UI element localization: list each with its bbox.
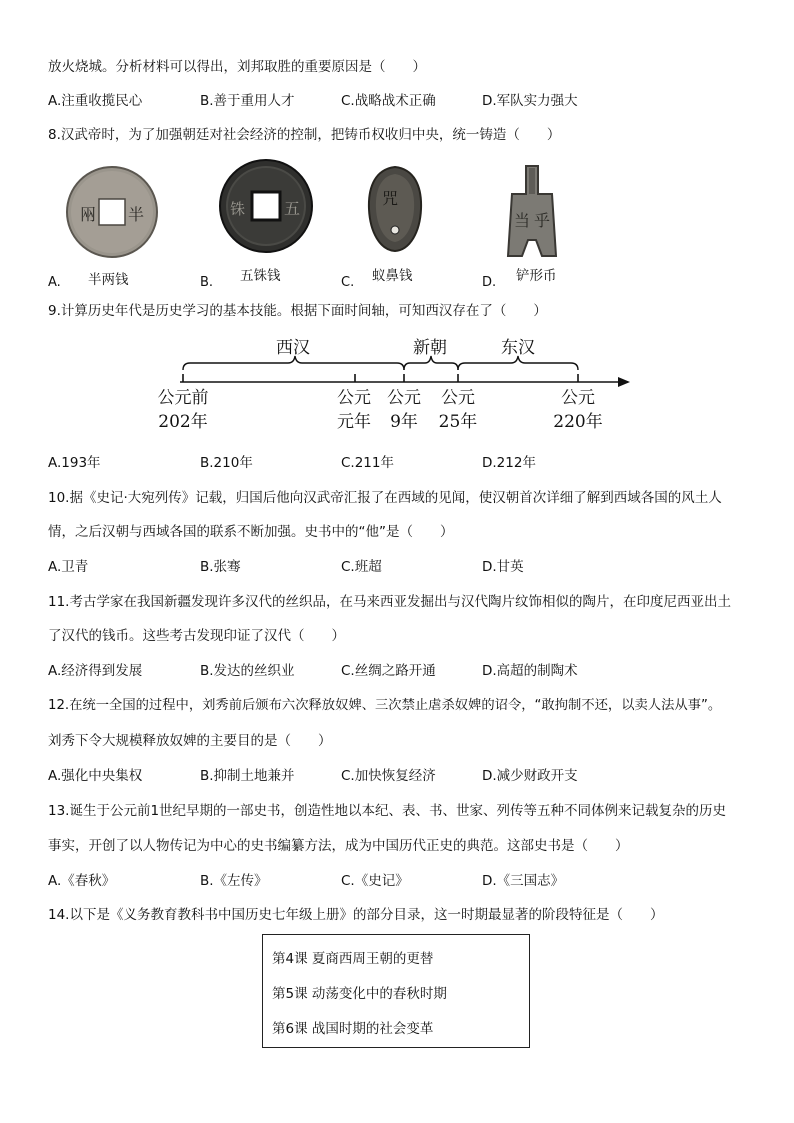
tick-label-bottom: 25年 [438, 412, 478, 432]
tick-label-top: 公元 [387, 388, 421, 408]
q7-option-d[interactable]: D.军队实力强大 [482, 93, 578, 109]
q8-option-c-caption: 蚁鼻钱 [372, 268, 413, 284]
q9-option-b[interactable]: B.210年 [200, 455, 253, 471]
q13-option-c[interactable]: C.《史记》 [341, 873, 409, 889]
tick-label-bottom: 元年 [337, 412, 371, 432]
textbook-contents-box [262, 934, 530, 1048]
q8-option-a-letter[interactable]: A. [48, 275, 61, 290]
q8-option-d-letter[interactable]: D. [482, 275, 497, 290]
q7-option-b[interactable]: B.善于重用人才 [200, 93, 295, 109]
q10-stem-line1: 10.据《史记·大宛列传》记载，归国后他向汉武帝汇报了在西域的见闻，使汉朝首次详细了解到西域各国的风土人 [48, 490, 722, 506]
banliang-coin-image[interactable] [64, 164, 160, 260]
svg-text:咒: 咒 [382, 189, 399, 208]
q13-stem-line1: 13.诞生于公元前1世纪早期的一部史书，创造性地以本纪、表、书、世家、列传等五种不同体例来记载复杂的历史 [48, 803, 727, 819]
tick-label-bottom: 220年 [553, 412, 603, 432]
q9-option-d[interactable]: D.212年 [482, 455, 536, 471]
q11-stem-line2: 了汉代的钱币。这些考古发现印证了汉代（ ） [48, 628, 345, 644]
q7-option-c[interactable]: C.战略战术正确 [341, 93, 436, 109]
q10-option-c[interactable]: C.班超 [341, 559, 382, 575]
q10-option-d[interactable]: D.甘英 [482, 559, 524, 575]
q12-option-c[interactable]: C.加快恢复经济 [341, 768, 436, 784]
svg-text:当: 当 [514, 211, 531, 230]
q10-option-b[interactable]: B.张骞 [200, 559, 241, 575]
q8-stem: 8.汉武帝时，为了加强朝廷对社会经济的控制，把铸币权收归中央，统一铸造（ ） [48, 127, 561, 143]
q12-option-a[interactable]: A.强化中央集权 [48, 768, 143, 784]
q14-stem: 14.以下是《义务教育教科书中国历史七年级上册》的部分目录，这一时期最显著的阶段特征是（ ） [48, 907, 664, 923]
period-xihan: 西汉 [276, 338, 310, 358]
period-donghan: 东汉 [501, 338, 535, 358]
tick-label-top: 公元前 [157, 388, 209, 408]
q13-option-d[interactable]: D.《三国志》 [482, 873, 565, 889]
tick-label-bottom: 9年 [390, 412, 418, 432]
svg-text:乎: 乎 [534, 211, 551, 230]
toc-lesson-5: 第5课 动荡变化中的春秋时期 [272, 986, 447, 1002]
q8-option-d-caption: 铲形币 [516, 268, 557, 284]
spade-coin-image[interactable] [504, 164, 560, 260]
svg-text:㒳: 㒳 [80, 205, 97, 224]
q11-option-d[interactable]: D.高超的制陶术 [482, 663, 578, 679]
q12-stem-line2: 刘秀下令大规模释放奴婢的主要目的是（ ） [48, 733, 332, 749]
tick-label-top: 公元 [337, 388, 371, 408]
tick-label-bottom: 202年 [158, 412, 208, 432]
q10-stem-line2: 情，之后汉朝与西域各国的联系不断加强。史书中的“他”是（ ） [48, 524, 454, 540]
q8-option-c-letter[interactable]: C. [341, 275, 355, 290]
q13-option-a[interactable]: A.《春秋》 [48, 873, 116, 889]
q9-option-a[interactable]: A.193年 [48, 455, 101, 471]
q11-option-c[interactable]: C.丝绸之路开通 [341, 663, 436, 679]
q7-option-a[interactable]: A.注重收揽民心 [48, 93, 143, 109]
toc-lesson-6: 第6课 战国时期的社会变革 [272, 1021, 434, 1037]
q11-option-a[interactable]: A.经济得到发展 [48, 663, 143, 679]
q9-stem: 9.计算历史年代是历史学习的基本技能。根据下面时间轴，可知西汉存在了（ ） [48, 303, 547, 319]
yibi-coin-image[interactable] [364, 164, 426, 254]
timeline-arrow-icon [618, 377, 630, 387]
q10-option-a[interactable]: A.卫青 [48, 559, 89, 575]
toc-lesson-4: 第4课 夏商西周王朝的更替 [272, 951, 434, 967]
tick-label-top: 公元 [561, 388, 595, 408]
q12-stem-line1: 12.在统一全国的过程中，刘秀前后颁布六次释放奴婢、三次禁止虐杀奴婢的诏令，“敢拘制不还，以卖人法从事”。 [48, 698, 722, 713]
q11-option-b[interactable]: B.发达的丝织业 [200, 663, 295, 679]
q12-option-d[interactable]: D.减少财政开支 [482, 768, 578, 784]
q11-stem-line1: 11.考古学家在我国新疆发现许多汉代的丝织品，在马来西亚发掘出与汉代陶片纹饰相似的陶片，在印度尼西亚出土 [48, 594, 731, 610]
q13-option-b[interactable]: B.《左传》 [200, 873, 268, 889]
q8-option-a-caption: 半两钱 [88, 272, 129, 288]
svg-text:半: 半 [128, 205, 145, 224]
q8-option-b-letter[interactable]: B. [200, 275, 214, 290]
svg-text:铢: 铢 [230, 200, 246, 218]
q8-option-b-caption: 五铢钱 [240, 268, 281, 284]
q9-option-c[interactable]: C.211年 [341, 455, 394, 471]
svg-text:五: 五 [284, 199, 301, 218]
q7-stem-tail: 放火烧城。分析材料可以得出，刘邦取胜的重要原因是（ ） [48, 59, 426, 75]
q12-option-b[interactable]: B.抑制土地兼并 [200, 768, 295, 784]
tick-label-top: 公元 [441, 388, 475, 408]
q13-stem-line2: 事实，开创了以人物传记为中心的史书编纂方法，成为中国历代正史的典范。这部史书是（ ） [48, 838, 629, 854]
period-xinchao: 新朝 [413, 338, 447, 358]
wuzhu-coin-image[interactable] [218, 158, 314, 254]
